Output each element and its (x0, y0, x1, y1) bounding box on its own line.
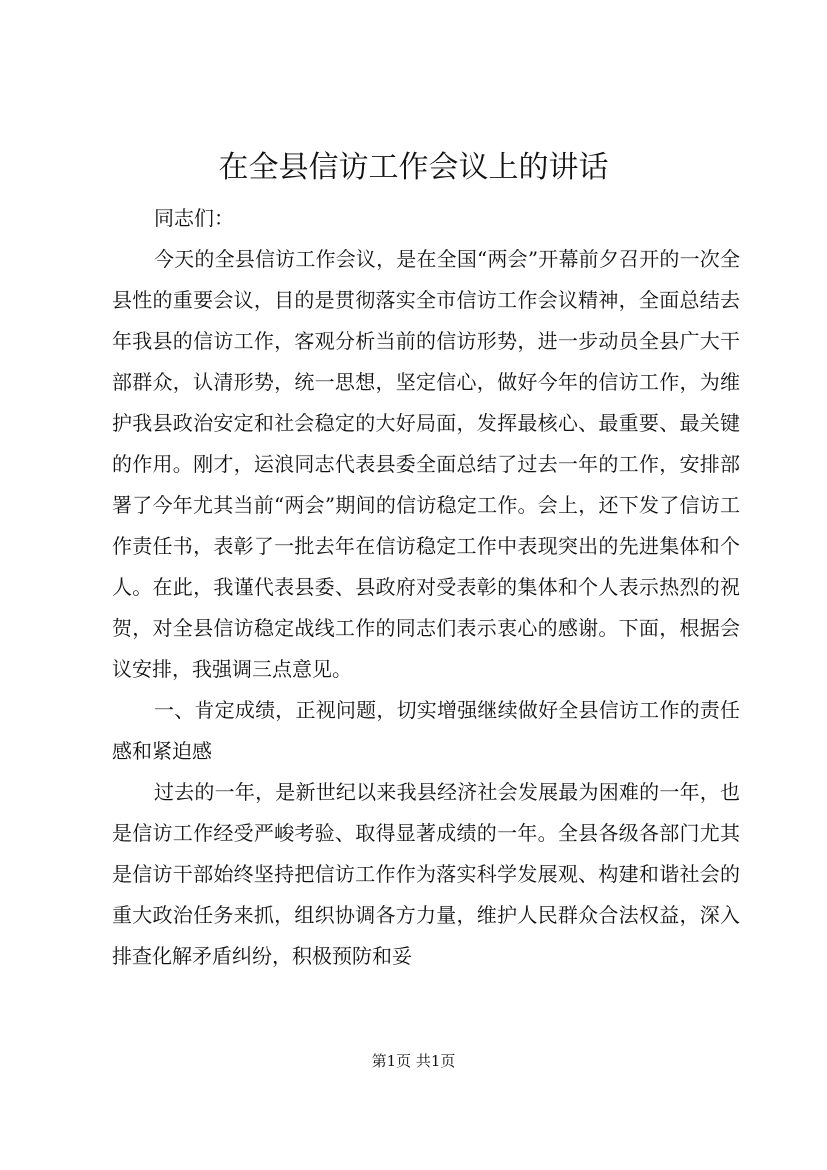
document-body (112, 198, 740, 977)
paragraph-opening: 今天的全县信访工作会议，是在全国“两会”开幕前夕召开的一次全县性的重要会议，目的是贯彻落实全市信访工作会议精神，全面总结去年我县的信访工作，客观分析当前的信访形势，进一步动员全县广大干部群众，认清形势，统一思想，坚定信心，做好今年的信访工作，为维护我县政治安定和社会稳定的大好局面，发挥最核心、最重要、最关键的作用。刚才，运浪同志代表县委全面总结了过去一年的工作，安排部署了今年尤其当前“两会”期间的信访稳定工作。会上，还下发了信访工作责任书，表彰了一批去年在信访稳定工作中表现突出的先进集体和个人。在此，我谨代表县委、县政府对受表彰的集体和个人表示热烈的祝贺，对全县信访稳定战线工作的同志们表示衷心的感谢。下面，根据会议安排，我强调三点意见。 (112, 247, 740, 681)
paragraph-review: 过去的一年，是新世纪以来我县经济社会发展最为困难的一年，也是信访工作经受严峻考验、取得显著成绩的一年。全县各级各部门尤其是信访干部始终坚持把信访工作作为落实科学发展观、构建和谐社会的重大政治任务来抓，组织协调各方力量，维护人民群众合法权益，深入排查化解矛盾纠纷，积极预防和妥 (112, 780, 740, 968)
salutation: 同志们： (154, 206, 234, 230)
section-heading-1: 一、肯定成绩，正视问题，切实增强继续做好全县信访工作的责任感和紧迫感 (112, 698, 740, 763)
document-title: 在全县信访工作会议上的讲话 (218, 150, 609, 185)
page-number-footer: 第1页 共1页 (371, 1052, 456, 1070)
